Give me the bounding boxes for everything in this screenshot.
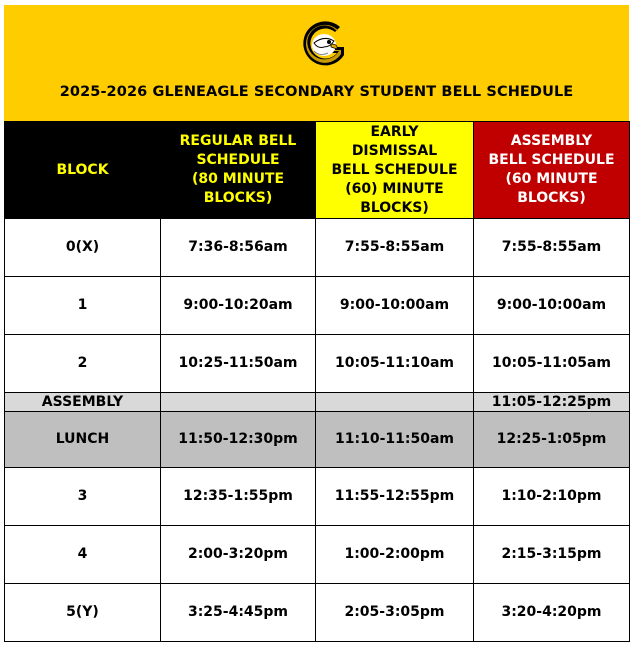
early-time-cell: 10:05-11:10am <box>316 335 474 393</box>
regular-time-cell: 9:00-10:20am <box>161 277 316 335</box>
early-time-cell: 11:10-11:50am <box>316 412 474 468</box>
assembly-time-cell: 11:05-12:25pm <box>474 393 630 412</box>
page-title: 2025-2026 GLENEAGLE SECONDARY STUDENT BELL SCHEDULE <box>59 84 574 100</box>
block-cell: ASSEMBLY <box>5 393 161 412</box>
col-header-assembly: ASSEMBLY BELL SCHEDULE (60 MINUTE BLOCKS) <box>474 122 630 219</box>
eagle-g-logo-icon <box>300 17 352 73</box>
assembly-time-cell: 9:00-10:00am <box>474 277 630 335</box>
early-time-cell <box>316 393 474 412</box>
regular-time-cell: 11:50-12:30pm <box>161 412 316 468</box>
regular-time-cell: 12:35-1:55pm <box>161 468 316 526</box>
block-cell: 1 <box>5 277 161 335</box>
col-header-early-dismissal: EARLY DISMISSAL BELL SCHEDULE (60) MINUTE BLOCKS) <box>316 122 474 219</box>
early-time-cell: 9:00-10:00am <box>316 277 474 335</box>
assembly-row <box>5 393 630 412</box>
table-row <box>5 219 630 277</box>
regular-time-cell: 2:00-3:20pm <box>161 526 316 584</box>
schedule-document <box>4 5 629 648</box>
table-row <box>5 277 630 335</box>
lunch-row <box>5 412 630 468</box>
table-row <box>5 526 630 584</box>
block-cell: 3 <box>5 468 161 526</box>
block-cell: 2 <box>5 335 161 393</box>
block-cell: 5(Y) <box>5 584 161 642</box>
table-row <box>5 584 630 642</box>
regular-time-cell <box>161 393 316 412</box>
col-header-block: BLOCK <box>5 122 161 219</box>
block-cell: LUNCH <box>5 412 161 468</box>
early-time-cell: 2:05-3:05pm <box>316 584 474 642</box>
bell-schedule-table <box>4 121 630 642</box>
assembly-time-cell: 2:15-3:15pm <box>474 526 630 584</box>
table-row <box>5 468 630 526</box>
col-header-regular: REGULAR BELL SCHEDULE (80 MINUTE BLOCKS) <box>161 122 316 219</box>
table-row <box>5 335 630 393</box>
block-cell: 0(X) <box>5 219 161 277</box>
header-row <box>5 122 630 219</box>
assembly-time-cell: 3:20-4:20pm <box>474 584 630 642</box>
block-cell: 4 <box>5 526 161 584</box>
early-time-cell: 11:55-12:55pm <box>316 468 474 526</box>
assembly-time-cell: 7:55-8:55am <box>474 219 630 277</box>
assembly-time-cell: 1:10-2:10pm <box>474 468 630 526</box>
header-banner <box>4 5 629 121</box>
early-time-cell: 7:55-8:55am <box>316 219 474 277</box>
regular-time-cell: 10:25-11:50am <box>161 335 316 393</box>
assembly-time-cell: 12:25-1:05pm <box>474 412 630 468</box>
regular-time-cell: 3:25-4:45pm <box>161 584 316 642</box>
early-time-cell: 1:00-2:00pm <box>316 526 474 584</box>
regular-time-cell: 7:36-8:56am <box>161 219 316 277</box>
assembly-time-cell: 10:05-11:05am <box>474 335 630 393</box>
